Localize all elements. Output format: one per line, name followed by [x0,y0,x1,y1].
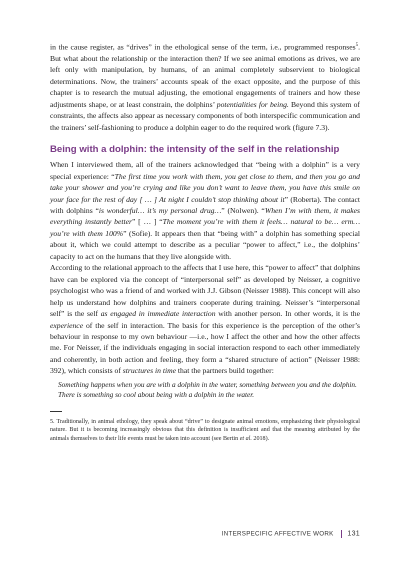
running-footer [200,530,360,542]
paragraph-1 [50,40,360,133]
emphasis: experience [50,320,84,330]
emphasis: potentialities for being. [216,99,289,109]
text: of the self in interaction. The basis for this experience is the perception of the other’s behaviour in response to my own behaviour —i.e., how I affect the other and how the other affects me. For Neisser, if the individuals engaging in social interaction respond to each other immediately and coherently, in both action and feeling, they form a “shared structure of action” (Neisser 1988: 392), which consists of [50,320,360,376]
emphasis: structures in time [122,366,176,376]
text: with another person. In other words, it is the [215,309,360,319]
text: ” (Roberta). The contact with dolphins “ [50,194,361,215]
footnote-rule [50,411,62,412]
paragraph-2 [50,159,360,262]
text: According to the relational approach to the affects that I use here, this “power to affect” that dolphins have can be explored via the concept of “interpersonal self” as developed by Neisser, a cognitive psychologist who was a friend of and worked with J.J. Gibson (Neisser 1988). This concept will also help us understand how dolphins and trainers cooperate during training. Neisser’s “interpersonal self” is the self [50,263,360,319]
emphasis: as engaged in immediate interaction [100,309,216,319]
block-quote: Something happens when you are with a dolphin in the water, something between you and the dolphin. There is something so cool about being with a dolphin in the water. [58,379,357,400]
text: . But what about the relationship or the interaction then? If we see animal emotions as drives, we are left only with manipulation, by humans, of an animal completely subservient to biological determinations. Now, the trainers’ accounts speak of the exact opposite, and the purpose of this chapter is to research the mutual adjusting, the emotional engagements of trainers and how these adjustments shape, or at least constrain, the dolphins’ [50,42,360,109]
text: that the partners build together: [176,366,274,376]
text: ” [ … ] “ [131,217,163,227]
page-body [50,40,360,444]
text: ” (Nolwen). “ [221,205,265,215]
text: in the cause register, as “drives” in the ethological sense of the term, i.e., programmed responses [50,42,356,52]
emphasis: et al. [239,435,252,442]
quote-inline: The first time you work with them, you get close to them, and then you go and take your shower and you’re crying and like you don’t want to leave them, you have this smile on your face for the rest of day [ … ] At night I couldn’t stop thinking about it [50,171,360,204]
footer-divider [341,530,342,538]
text: 2018). [251,435,270,442]
paragraph-3 [50,262,360,377]
text: When I interviewed them, all of the trainers acknowledged that “being with a dolphin” is a very special experience: “ [50,160,360,181]
footnote [50,418,360,444]
page-number: 131 [347,530,360,538]
quote-inline: The moment you’re with them it feels… natural to be… erm… you’re with them 100% [50,217,361,238]
text: 5. Traditionally, in animal ethology, they speak about “drive” to designate animal emotions, emphasizing their physiological nature. But it is becoming increasingly obvious that this definition is insufficient and that the meaning attributed by the animals themselves to their life events must be taken into account (see Bertin [50,418,360,442]
footnote-marker: 5 [355,43,359,48]
text: ” (Sofie). It appears then that “being with” a dolphin has something special about it, which we could attempt to describe as a peculiar “power to affect,” i.e., the dolphins’ capacity to act on the humans that they live alongside with. [50,228,360,261]
running-head: INTERSPECIFIC AFFECTIVE WORK [221,530,334,538]
section-heading: Being with a dolphin: the intensity of the self in the relationship [50,144,340,156]
quote-inline: is wonderful… it’s my personal drug… [98,205,222,215]
quote-inline: When I’m with them, it makes everything instantly better [50,205,360,227]
text: Beyond this system of constraints, the affects also appear as necessary components of both interspecific communication and the trainers’ self-fashioning to produce a dolphin eager to do the required work (figure 7.3). [50,99,360,132]
